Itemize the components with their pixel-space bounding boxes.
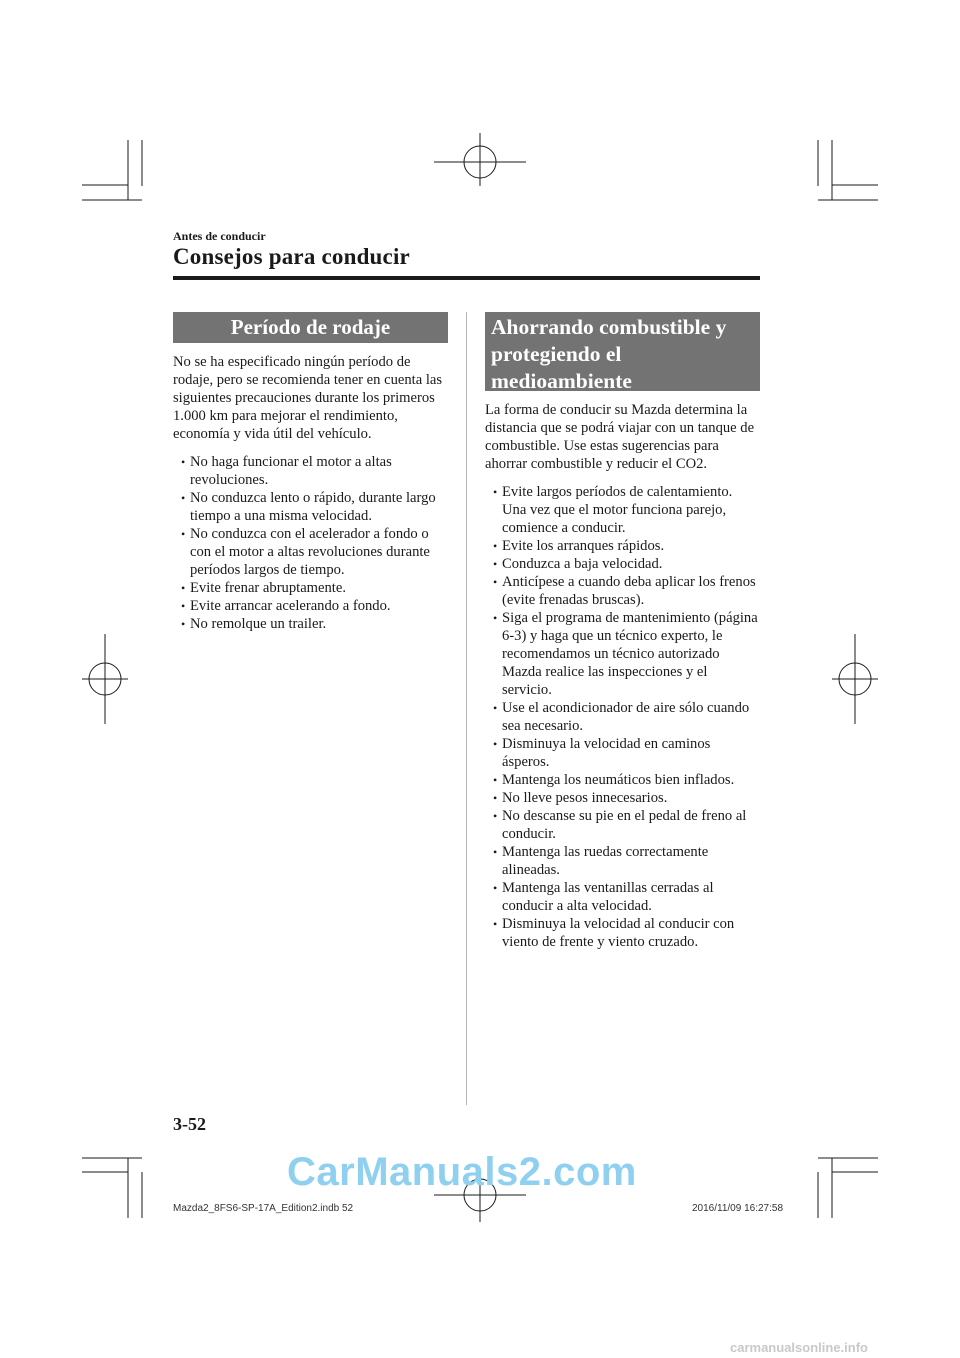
list-item: • No haga funcionar el motor a altas revoluciones. bbox=[181, 454, 392, 488]
bullet-icon: • bbox=[493, 539, 498, 553]
bullet-icon: • bbox=[493, 485, 498, 499]
site-watermark: carmanualsonline.info bbox=[730, 1340, 868, 1355]
bullet-list-break-in bbox=[173, 453, 448, 633]
heading-fuel-saving: Ahorrando combustible y protegiendo el medioambiente bbox=[485, 312, 760, 391]
page-number: 3-52 bbox=[173, 1114, 206, 1134]
list-item: • Evite los arranques rápidos. bbox=[493, 538, 665, 554]
list-item: • Use el acondicionador de aire sólo cuando sea necesario. bbox=[493, 700, 750, 734]
section-label: Antes de conducir bbox=[173, 229, 266, 243]
list-item: • No conduzca con el acelerador a fondo o con el motor a altas revoluciones durante períodos largos de tiempo. bbox=[181, 526, 430, 578]
bullet-icon: • bbox=[181, 599, 186, 613]
bullet-icon: • bbox=[493, 737, 498, 751]
bullet-icon: • bbox=[493, 773, 498, 787]
bullet-icon: • bbox=[493, 575, 498, 589]
bullet-icon: • bbox=[181, 491, 186, 505]
list-item: • No lleve pesos innecesarios. bbox=[493, 790, 668, 806]
list-item: • No conduzca lento o rápido, durante largo tiempo a una misma velocidad. bbox=[181, 490, 436, 524]
list-item: • No remolque un trailer. bbox=[181, 616, 327, 632]
bullet-icon: • bbox=[493, 845, 498, 859]
column-divider bbox=[466, 312, 467, 1105]
right-column bbox=[485, 312, 760, 951]
bullet-list-fuel-saving bbox=[485, 483, 760, 951]
list-item: • Mantenga las ventanillas cerradas al conducir a alta velocidad. bbox=[493, 880, 714, 914]
list-item: • No descanse su pie en el pedal de freno al conducir. bbox=[493, 808, 747, 842]
title-rule bbox=[173, 276, 760, 280]
heading-break-in: Período de rodaje bbox=[173, 312, 448, 343]
bullet-icon: • bbox=[493, 809, 498, 823]
bullet-icon: • bbox=[493, 791, 498, 805]
bullet-icon: • bbox=[181, 455, 186, 469]
bullet-icon: • bbox=[493, 611, 498, 625]
list-item: • Evite largos períodos de calentamiento. Una vez que el motor funciona parejo, comience a conducir. bbox=[493, 484, 733, 536]
list-item: • Siga el programa de mantenimiento (página 6-3) y haga que un técnico experto, le recomendamos un técnico autorizado Mazda realice las inspecciones y el servicio. bbox=[493, 610, 758, 698]
list-item: • Conduzca a baja velocidad. bbox=[493, 556, 663, 572]
bullet-icon: • bbox=[181, 581, 186, 595]
bullet-icon: • bbox=[493, 881, 498, 895]
bullet-icon: • bbox=[493, 917, 498, 931]
bullet-icon: • bbox=[493, 557, 498, 571]
bullet-icon: • bbox=[493, 701, 498, 715]
list-item: • Mantenga los neumáticos bien inflados. bbox=[493, 772, 735, 788]
left-column bbox=[173, 312, 448, 633]
list-item: • Disminuya la velocidad en caminos ásperos. bbox=[493, 736, 711, 770]
bullet-icon: • bbox=[181, 617, 186, 631]
intro-paragraph-break-in: No se ha especificado ningún período de rodaje, pero se recomienda tener en cuenta las siguientes precauciones durante los primeros 1.000 km para mejorar el rendimiento, economía y vida útil del vehículo. bbox=[173, 354, 443, 442]
footer-timestamp: 2016/11/09 16:27:58 bbox=[692, 1203, 784, 1214]
list-item: • Anticípese a cuando deba aplicar los frenos (evite frenadas bruscas). bbox=[493, 574, 756, 608]
bullet-icon: • bbox=[181, 527, 186, 541]
list-item: • Evite frenar abruptamente. bbox=[181, 580, 346, 596]
list-item: • Disminuya la velocidad al conducir con viento de frente y viento cruzado. bbox=[493, 916, 735, 950]
page-title: Consejos para conducir bbox=[173, 244, 410, 269]
list-item: • Evite arrancar acelerando a fondo. bbox=[181, 598, 391, 614]
list-item: • Mantenga las ruedas correctamente alineadas. bbox=[493, 844, 709, 878]
watermark-logo: CarManuals2.com bbox=[287, 1150, 637, 1194]
footer-file-info: Mazda2_8FS6-SP-17A_Edition2.indb 52 bbox=[173, 1203, 354, 1214]
intro-paragraph-fuel-saving: La forma de conducir su Mazda determina la distancia que se podrá viajar con un tanque de combustible. Use estas sugerencias para ahorrar combustible y reducir el CO2. bbox=[485, 402, 755, 472]
